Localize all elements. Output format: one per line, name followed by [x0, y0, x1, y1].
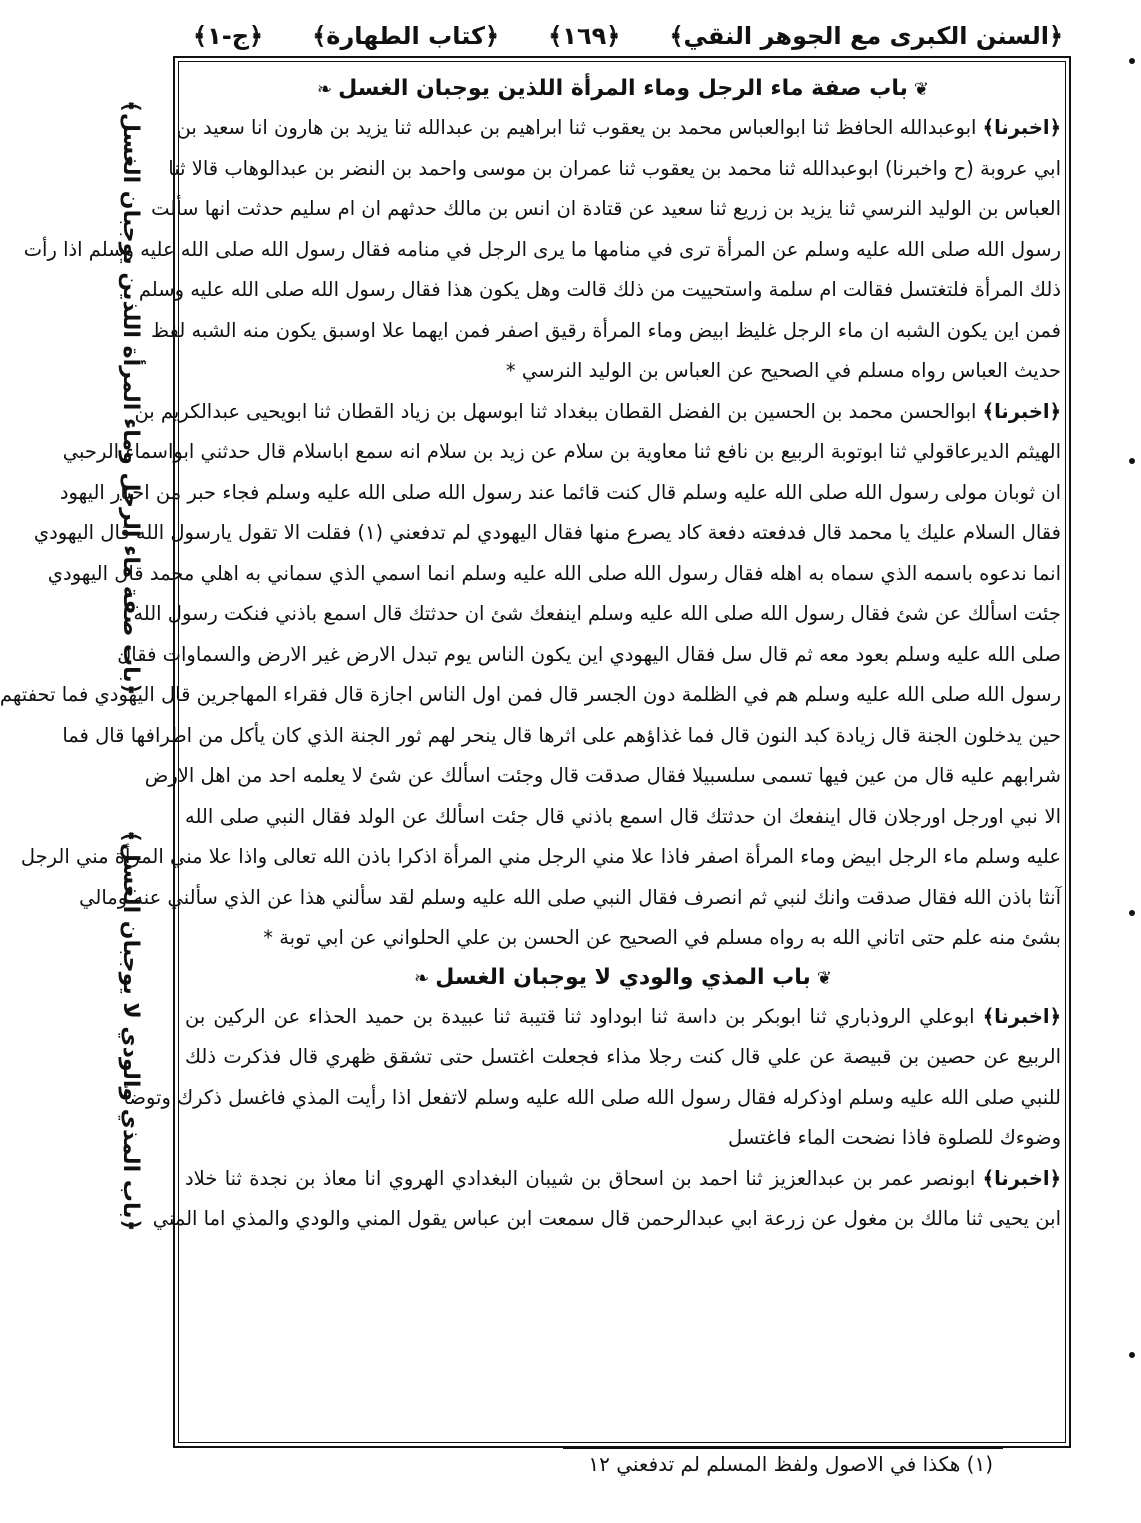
ornament-icon: ❦ [913, 79, 929, 100]
text-line: حديث العباس رواه مسلم في الصحيح عن العباس بن الوليد النرسي * [505, 359, 1061, 382]
text-line: فقال السلام عليك يا محمد قال فدفعته دفعة كاد يصرع منها فقال اليهودي لم تدفعني (١) فقلت الا تقول يارسول الله قال اليهودي [33, 521, 1061, 544]
punch-hole-icon [1129, 458, 1135, 464]
text-line: صلى الله عليه وسلم بعود معه ثم قال سل فقال اليهودي اين يكون الناس يوم تبدل الارض غير الارض والسماوات فقال [117, 642, 1061, 666]
text-line: شرابهم عليه قال من عين فيها تسمى سلسبيلا فقال صدقت قال وجئت اسألك عن شئ لا يعلمه احد من اهل الارض [144, 764, 1061, 787]
header-volume: ﴿ج-١﴾ [193, 22, 264, 50]
text-line: ﴿اخبرنا﴾ ابوعلي الروذباري ثنا ابوبكر بن داسة ثنا ابوداود ثنا قتيبة ثنا عبيدة بن حميد الحذاء عن الركين بن [185, 1004, 1062, 1028]
margin-chapter-title-1: ﴿باب صفة ماء الرجل وماء المرأة اللذين يوجبان الغسل﴾ [118, 100, 143, 696]
text-line: ﴿اخبرنا﴾ ابونصر عمر بن عبدالعزيز ثنا احمد بن اسحاق بن شيبان البغدادي الهروي انا معاذ بن نجدة ثنا خلاد [185, 1166, 1061, 1190]
text-line: جئت اسألك عن شئ فقال رسول الله صلى الله عليه وسلم اينفعك شئ ان حدثتك قال اسمع باذني فنكت رسول الله [133, 602, 1061, 625]
text-line: ان ثوبان مولى رسول الله صلى الله عليه وسلم قال كنت قائما عند رسول الله صلى الله عليه وسلم فجاء حبر من احبار اليهود [59, 480, 1061, 504]
text-line: ذلك المرأة فلتغتسل فقالت ام سلمة واستحييت من ذلك قالت وهل يكون هذا فقال رسول الله صلى الله عليه وسلم [138, 278, 1061, 301]
hadith-block-1 [23, 108, 1061, 392]
chapter-title: باب المذي والودي لا يوجبان الغسل [435, 964, 811, 990]
text-line: ﴿اخبرنا﴾ ابوالحسن محمد بن الحسين بن الفضل القطان ببغداد ثنا ابوسهل بن زياد القطان ثنا ابويحيى عبدالكريم بن [134, 399, 1061, 423]
margin-chapter-title-2: ﴿باب المذي والودي لا يوجبان الغسل﴾ [118, 830, 143, 1232]
chapter-title: باب صفة ماء الرجل وماء المرأة اللذين يوجبان الغسل [338, 76, 908, 101]
text-line: آنثا باذن الله فقال صدقت وانك لنبي ثم انصرف فقال النبي صلى الله عليه وسلم لقد سألني هذا عن الذي سألني عنه ومالي [79, 885, 1061, 909]
footnote-divider [563, 1448, 1003, 1449]
punch-hole-icon [1129, 58, 1135, 64]
akhbarana-label: ﴿اخبرنا﴾ [982, 1004, 1062, 1028]
text-line: انما ندعوه باسمه الذي سماه به اهله فقال رسول الله صلى الله عليه وسلم انما اسمي الذي سماني به اهلي محمد قال اليهودي [47, 561, 1061, 585]
text-line: وضوءك للصلوة فاذا نضحت الماء فاغتسل [727, 1126, 1061, 1149]
header-book-title: ﴿السنن الكبرى مع الجوهر النقي﴾ [669, 22, 1063, 50]
hadith-block-3 [123, 997, 1062, 1159]
text-line: عليه وسلم ماء الرجل ابيض وماء المرأة اصفر فاذا علا مني الرجل مني المرأة اذكرا باذن الله تعالى واذا علا مني المرأة مني الرجل [20, 845, 1061, 868]
ornament-icon: ❧ [317, 79, 333, 100]
chapter-heading-1 [185, 70, 1061, 108]
akhbarana-label: ﴿اخبرنا﴾ [982, 1166, 1061, 1190]
text-line: فمن اين يكون الشبه ان ماء الرجل غليظ ابيض وماء المرأة رقيق اصفر فمن ايهما علا اوسبق يكون منه الشبه لفظ [150, 318, 1061, 342]
text-line: الا نبي اورجل اورجلان قال اينفعك ان حدثتك قال اسمع باذني قال جئت اسألك عن الولد فقال النبي صلى الله [185, 804, 1061, 828]
text-line: ابي عروبة (ح واخبرنا) ابوعبدالله ثنا محمد بن يعقوب ثنا عمران بن موسى واحمد بن النضر بن عبدالوهاب قالا ثنا [168, 156, 1061, 180]
text-line: العباس بن الوليد النرسي ثنا يزيد بن زريع ثنا سعيد عن قتادة ان انس بن مالك حدثهم ان ام سليم حدثت انها سألت [151, 197, 1061, 220]
text-line: رسول الله صلى الله عليه وسلم عن المرأة ترى في منامها ما يرى الرجل في منامه فقال رسول الله صلى الله عليه وسلم اذا رأت [23, 237, 1061, 261]
header-page-number: ﴿١٦٩﴾ [548, 22, 621, 50]
text-line: للنبي صلى الله عليه وسلم اوذكرله فقال رسول الله صلى الله عليه وسلم لاتفعل اذا رأيت المذي فاغسل ذكرك وتوضأ [123, 1085, 1061, 1109]
akhbarana-label: ﴿اخبرنا﴾ [982, 399, 1061, 423]
header-section: ﴿كتاب الطهارة﴾ [312, 22, 500, 50]
footnote: (١) هكذا في الاصول ولفظ المسلم لم تدفعني ١٢ [588, 1452, 993, 1476]
chapter-heading-2 [185, 959, 1061, 997]
punch-hole-icon [1129, 1352, 1135, 1358]
text-line: رسول الله صلى الله عليه وسلم هم في الظلمة دون الجسر قال فمن اول الناس اجازة قال فقراء المهاجرين قال اليهودي فما تحفتهم [0, 683, 1061, 706]
text-line: ﴿اخبرنا﴾ ابوعبدالله الحافظ ثنا ابوالعباس محمد بن يعقوب ثنا ابراهيم بن عبدالله ثنا يزيد بن هارون انا سعيد بن [176, 116, 1061, 139]
text-line: ابن يحيى ثنا مالك بن مغول عن زرعة ابي عبدالرحمن قال سمعت ابن عباس يقول المني والودي والمذي اما المني [152, 1207, 1061, 1230]
text-line: الهيثم الديرعاقولي ثنا ابوتوبة الربيع بن نافع ثنا معاوية بن سلام عن زيد بن سلام انه سمع اباسلام قال حدثني ابواسماء الرحبي [62, 440, 1061, 463]
ornament-icon: ❦ [816, 967, 832, 989]
text-line: بشئ منه علم حتى اتاني الله به رواه مسلم في الصحيح عن الحسن بن علي الحلواني عن ابي توبة * [263, 926, 1061, 949]
text-line: حين يدخلون الجنة قال زيادة كبد النون قال فما غذاؤهم على اثرها قال ينحر لهم ثور الجنة الذي كان يأكل من اطرافها قال فما [62, 723, 1061, 747]
text-line: الربيع عن حصين بن قبيصة عن علي قال كنت رجلا مذاء فجعلت اغتسل حتى تشقق ظهري قال فذكرت ذلك [185, 1045, 1061, 1068]
page-header [193, 14, 1063, 58]
hadith-block-4 [152, 1159, 1061, 1240]
akhbarana-label: ﴿اخبرنا﴾ [982, 116, 1061, 139]
punch-hole-icon [1129, 910, 1135, 916]
ornament-icon: ❧ [414, 967, 430, 989]
main-text [0, 70, 1062, 1442]
